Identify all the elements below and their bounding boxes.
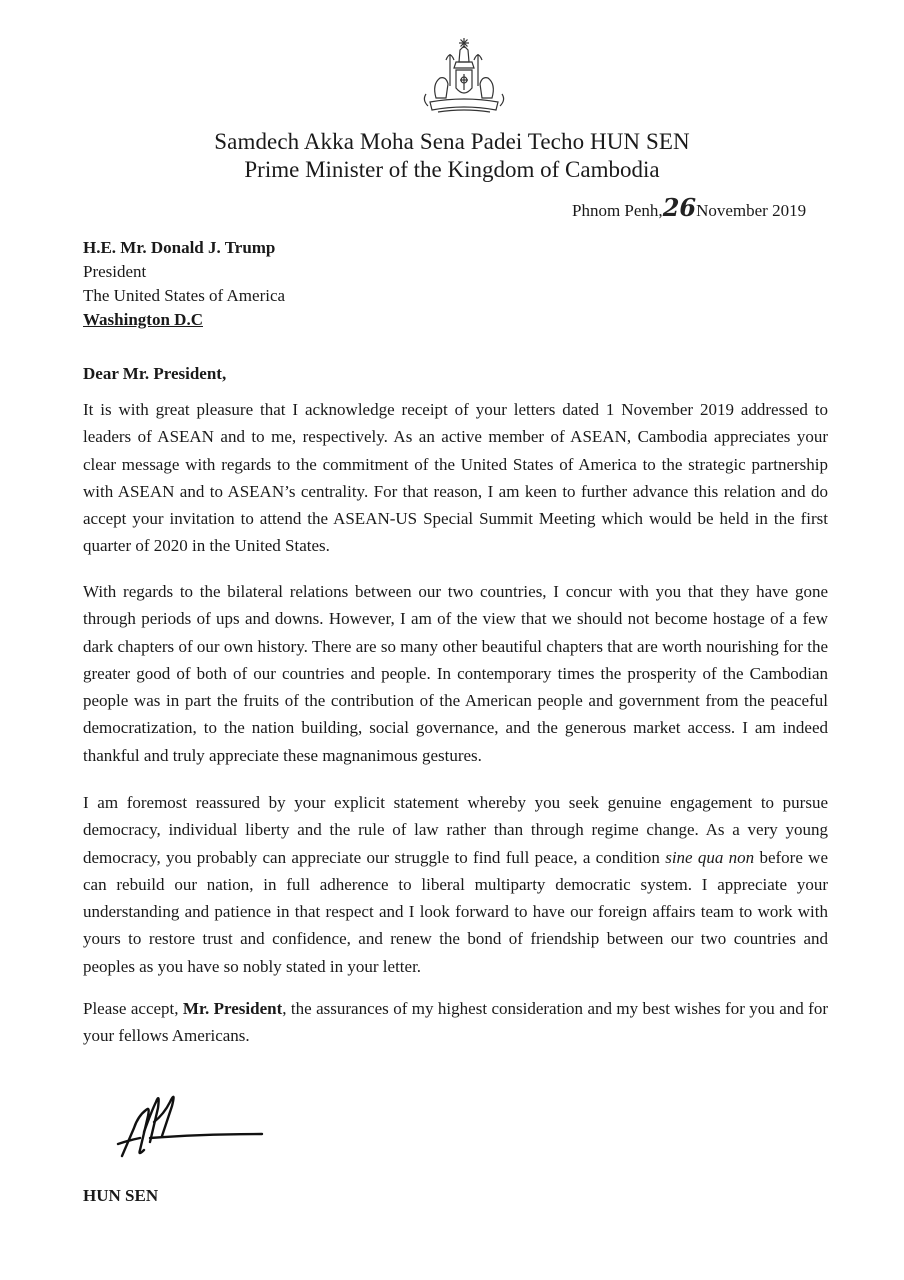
recipient-title: President: [83, 262, 147, 281]
recipient-name: H.E. Mr. Donald J. Trump: [83, 238, 276, 257]
handwritten-signature: [110, 1080, 280, 1164]
recipient-city: Washington D.C: [83, 310, 203, 329]
date-month-year: November 2019: [696, 201, 807, 220]
sender-position: Prime Minister of the Kingdom of Cambodia: [244, 157, 660, 182]
body-paragraph-1: It is with great pleasure that I acknowledge receipt of your letters dated 1 November 2019 addressed to leaders of ASEAN and to me, respectively. As an active member of ASEAN, Cambodia appreciates your clear message with regards to the commitment of the United States of America to the strategic partnership with ASEAN and to ASEAN’s centrality. For that reason, I am keen to further advance this relation and do accept your invitation to attend the ASEAN-US Special Summit Meeting which would be held in the first quarter of 2020 in the United States.: [83, 400, 828, 556]
p4-bold-phrase: Mr. President: [182, 999, 283, 1018]
body-paragraph-3: [83, 789, 828, 980]
body-paragraph-4: [83, 995, 828, 1050]
p4-text-end: , the assurances of my highest consideration and my best wishes for you and for your fellows Americans.: [83, 999, 828, 1046]
salutation: Dear Mr. President,: [83, 364, 227, 383]
p3-italic-phrase: sine qua non: [665, 847, 755, 867]
signatory-name: HUN SEN: [83, 1186, 159, 1205]
date-day-handwritten: 26: [662, 193, 697, 222]
p4-text-start: Please accept,: [83, 999, 183, 1018]
recipient-country: The United States of America: [83, 286, 286, 305]
sender-name-title: Samdech Akka Moha Sena Padei Techo HUN SEN: [214, 129, 690, 154]
dateline: [572, 193, 807, 223]
royal-coat-of-arms-emblem: [416, 36, 512, 122]
p3-text-end: before we can rebuild our nation, in full adherence to liberal multiparty democratic system. I appreciate your understanding and patience in that respect and I look forward to have our foreign affairs team to work with yours to restore trust and confidence, and renew the bond of friendship between our two countries and peoples as you have so nobly stated in your letter.: [83, 847, 828, 976]
date-place: Phnom Penh,: [572, 201, 663, 220]
recipient-address: [83, 236, 285, 332]
body-paragraph-2: With regards to the bilateral relations between our two countries, I concur with you that they have gone through periods of ups and downs. However, I am of the view that we should not become hostage of a few dark chapters of our own history. There are so many other beautiful chapters that are worth nourishing for the greater good of both of our countries and people. In contemporary times the prosperity of the Cambodian people was in part the fruits of the contribution of the American people and government from the peaceful democratization, to the nation building, social governance, and the generous market access. I am indeed thankful and truly appreciate these magnanimous gestures.: [83, 582, 828, 765]
p3-text-start: I am foremost reassured by your explicit statement whereby you seek genuine engagement to pursue democracy, individual liberty and the rule of law rather than through regime change. As a very young democracy, you probably can appreciate our struggle to find full peace, a condition: [83, 793, 828, 867]
